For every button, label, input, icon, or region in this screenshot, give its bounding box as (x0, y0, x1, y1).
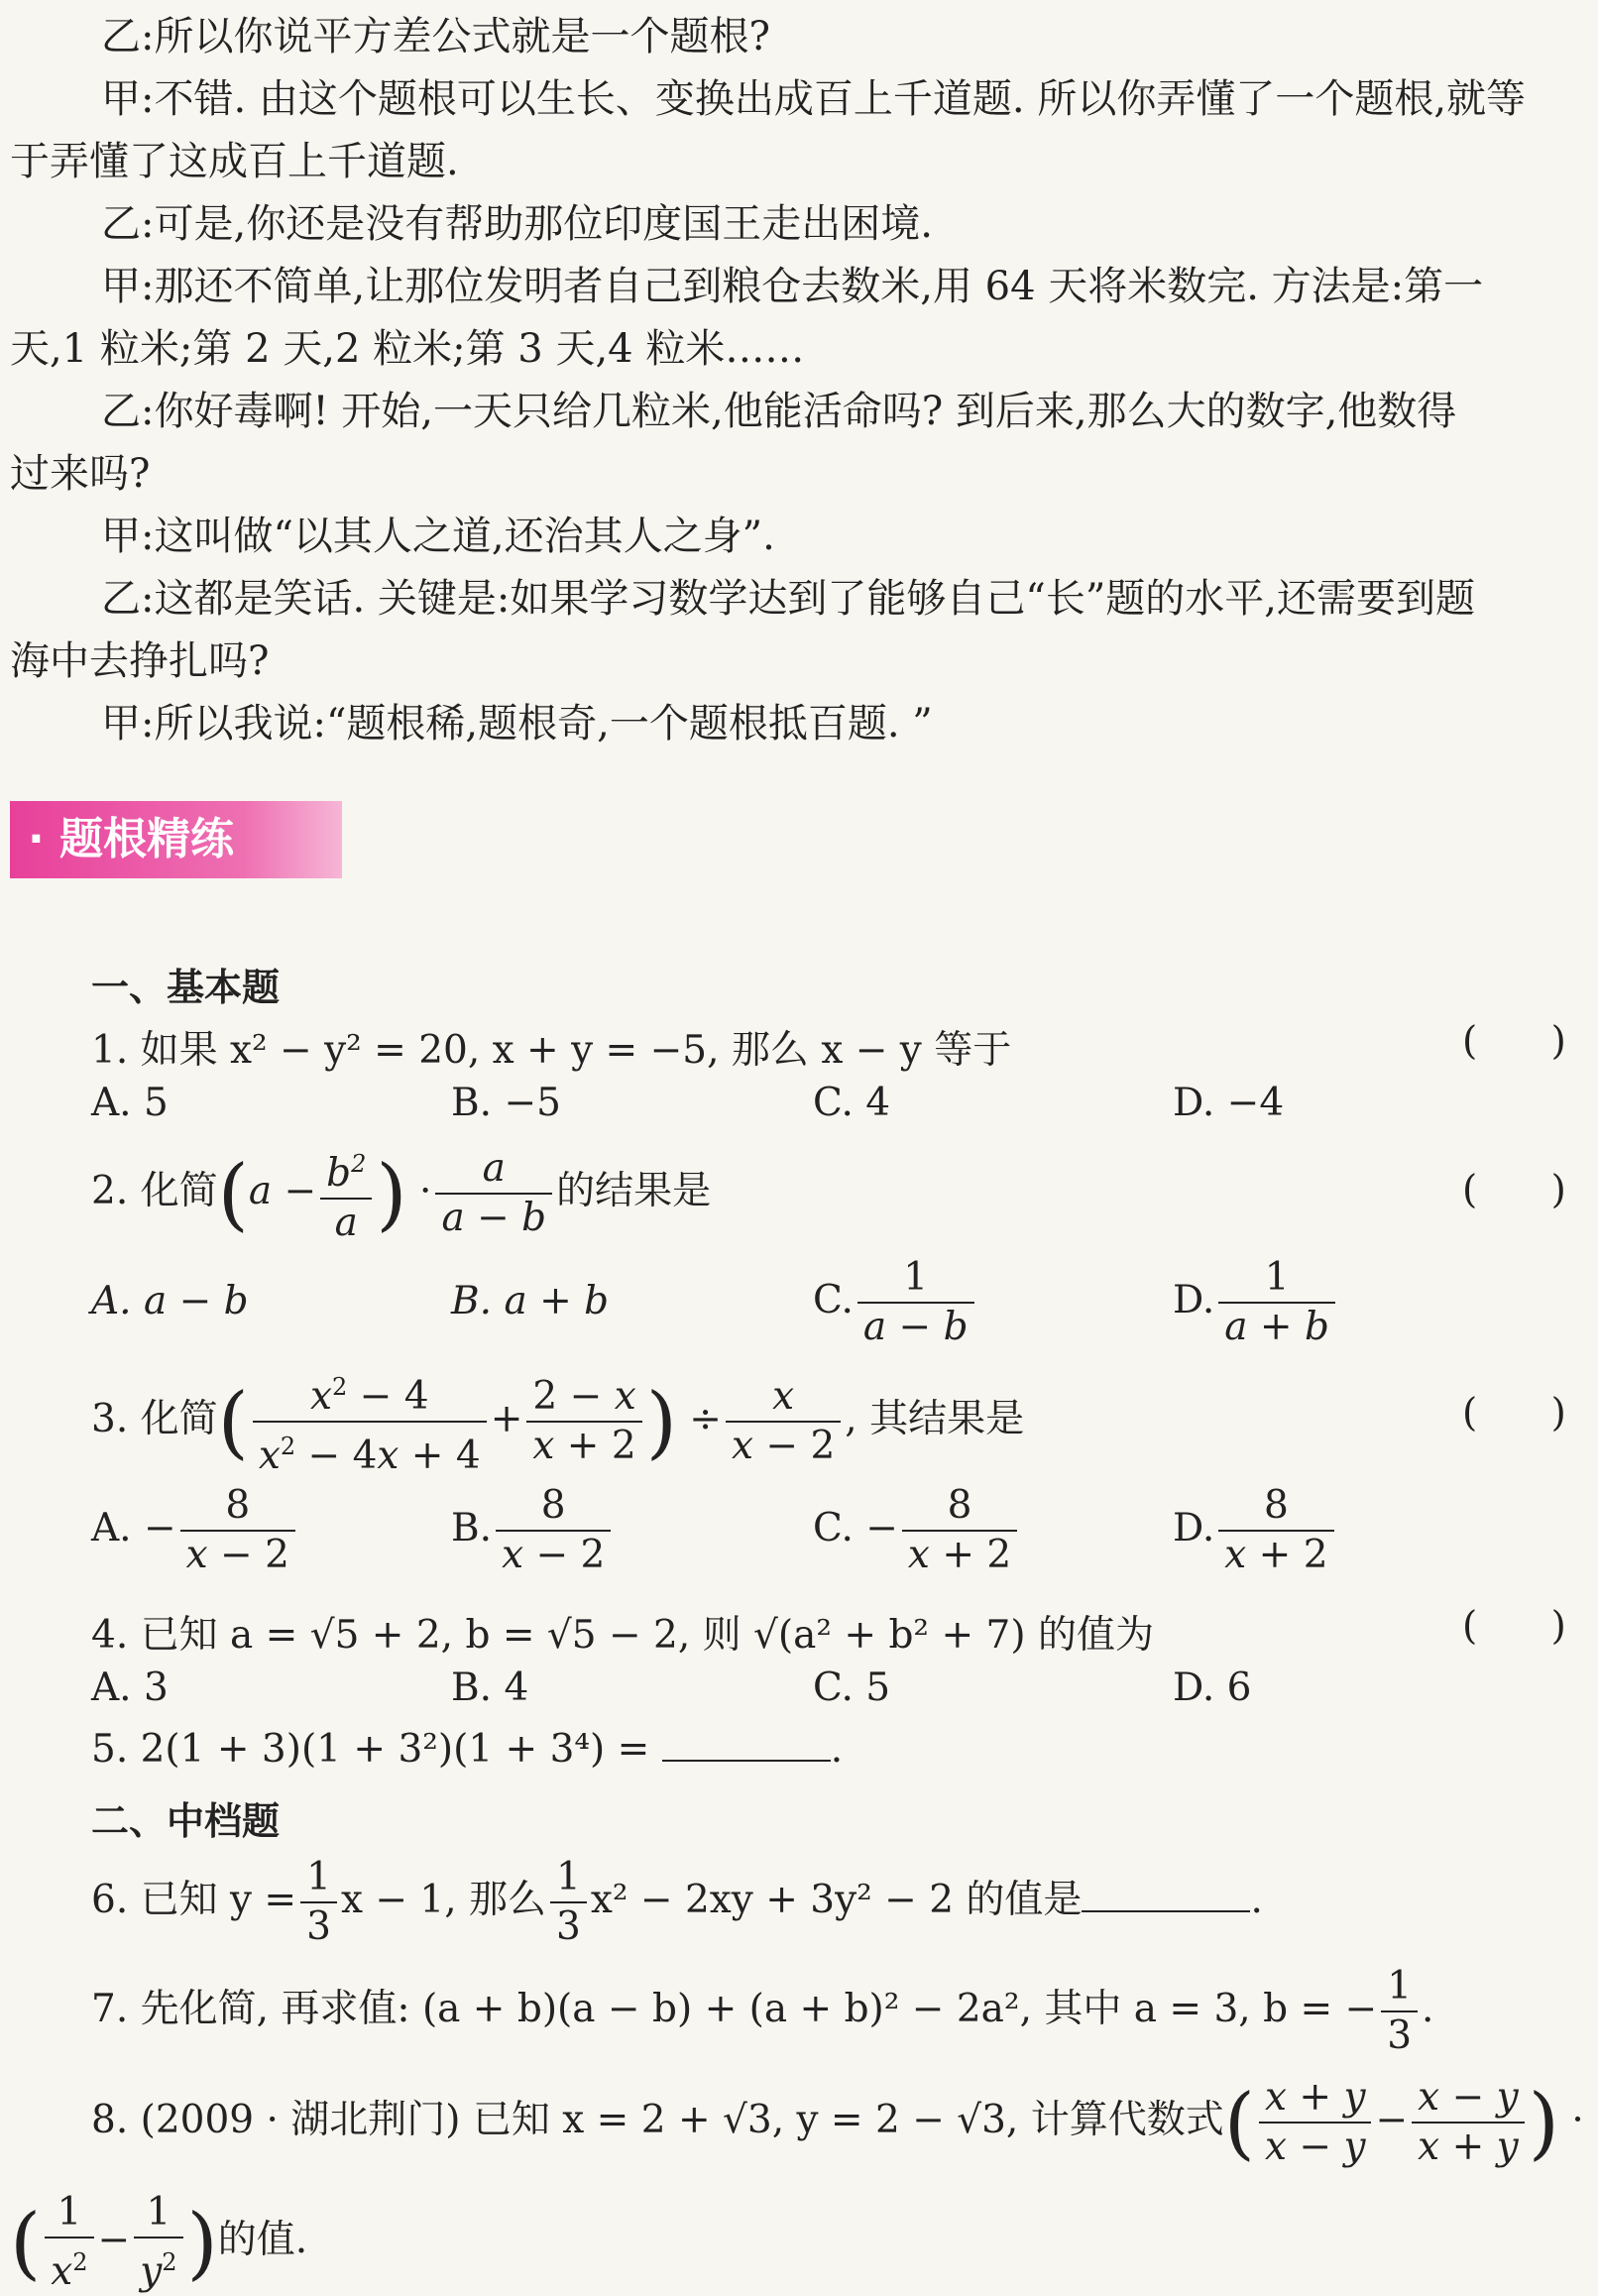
section-heading-basic: 一、基本题 (91, 966, 281, 1009)
question-8-suffix: 的值. (217, 2218, 308, 2262)
option-c: C. 5 (813, 1665, 891, 1710)
var-a: a (248, 1169, 273, 1213)
fraction: $\frac{x + y}{x - y}$ (1259, 2074, 1372, 2171)
option-c: C. 4 (813, 1081, 891, 1125)
paren-left: ( (217, 1147, 249, 1240)
question-7: 7. 先化简, 再求值: (a + b)(a − b) + (a + b)² − 2a², 其中 a = 3, b = − $\frac{1}{3}$ . (91, 1964, 1434, 2058)
dialogue-line: 于弄懂了这成百上千道题. (10, 139, 459, 184)
dialogue-line: 海中去挣扎吗? (10, 638, 270, 684)
dialogue-line: 甲:这叫做“以其人之道,还治其人之身”. (101, 514, 775, 559)
option-c: C. − $\frac{8}{x + 2}$ (813, 1482, 1021, 1579)
question-1: 1. 如果 x² − y² = 20, x + y = −5, 那么 x − y 等于 (91, 1028, 1012, 1073)
question-2-prefix: 2. 化简 (91, 1169, 218, 1213)
dialogue-line: 甲:所以我说:“题根稀,题根奇,一个题根抵百题. ” (101, 701, 933, 746)
option-d: D. 6 (1173, 1665, 1252, 1710)
fraction: $\frac{x - y}{x + y}$ (1412, 2074, 1525, 2171)
section-heading-medium: 二、中档题 (91, 1799, 281, 1843)
fraction: $\frac{a}{a - b}$ (435, 1145, 552, 1242)
fraction: $\frac{1}{x^2}$ (45, 2189, 93, 2296)
question-7-text: 7. 先化简, 再求值: (a + b)(a − b) + (a + b)² − 2a², 其中 a = 3, b = − (91, 1987, 1378, 2031)
question-5: 5. 2(1 + 3)(1 + 3²)(1 + 3⁴) = . (91, 1727, 844, 1772)
option-c-label: C. − (813, 1506, 898, 1550)
dialogue-line: 过来吗? (10, 451, 151, 497)
answer-blank[interactable] (662, 1730, 831, 1762)
question-5-text: 5. 2(1 + 3)(1 + 3²)(1 + 3⁴) = (91, 1727, 650, 1772)
question-3-suffix: , 其结果是 (845, 1397, 1025, 1441)
option-b-label: B. (451, 1506, 493, 1550)
option-d-label: D. (1173, 1506, 1215, 1550)
fraction: $\frac{1}{y^2}$ (134, 2189, 182, 2296)
fraction: $\frac{2 - x}{x + 2}$ (526, 1373, 641, 1470)
dialogue-line: 甲:那还不简单,让那位发明者自己到粮仓去数米,用 64 天将米数完. 方法是:第一 (101, 264, 1484, 309)
fraction: $\frac{1}{3}$ (550, 1854, 587, 1951)
paren-right: ) (376, 1147, 407, 1240)
option-a: A. 3 (91, 1665, 169, 1710)
option-a: A. − $\frac{8}{x - 2}$ (91, 1482, 299, 1579)
fraction: $\frac{b^2}{a}$ (320, 1140, 372, 1247)
option-a: A. a − b (91, 1279, 249, 1323)
answer-parentheses: ( ) (1462, 1019, 1566, 1064)
dialogue-line: 乙:所以你说平方差公式就是一个题根? (101, 14, 770, 59)
fraction: $\frac{x}{x - 2}$ (726, 1373, 841, 1470)
paren-left: ( (1223, 2076, 1255, 2169)
paren-left: ( (217, 1375, 249, 1468)
question-3-prefix: 3. 化简 (91, 1397, 218, 1441)
question-2-suffix: 的结果是 (556, 1169, 712, 1213)
option-a-label: A. − (91, 1506, 176, 1550)
option-c: C. $\frac{1}{a - b}$ (813, 1254, 978, 1351)
question-8-line-1: 8. (2009 · 湖北荆门) 已知 x = 2 + √3, y = 2 − √3, 计算代数式( $\frac{x + y}{x - y}$ − $\frac{x - y}{x + y}$ ) · (91, 2075, 1584, 2169)
option-c-label: C. (813, 1278, 854, 1322)
paren-right: ) (186, 2196, 218, 2289)
fraction: $\frac{1}{3}$ (1381, 1963, 1418, 2060)
dialogue-block (10, 6, 1588, 755)
dialogue-line: 乙:可是,你还是没有帮助那位印度国王走出困境. (101, 201, 933, 247)
option-d: D. $\frac{8}{x + 2}$ (1173, 1482, 1338, 1579)
option-d: D. −4 (1173, 1081, 1285, 1125)
question-8-line-2: ( $\frac{1}{x^2}$ − $\frac{1}{y^2}$ )的值. (10, 2190, 308, 2294)
section-tag: · 题根精练 (10, 801, 342, 878)
answer-blank[interactable] (1082, 1881, 1250, 1912)
question-2: 2. 化简(a − $\frac{b^2}{a}$ ) · $\frac{a}{a - b}$ 的结果是 (91, 1140, 711, 1247)
option-b: B. $\frac{8}{x - 2}$ (451, 1482, 615, 1579)
answer-parentheses: ( ) (1462, 1604, 1566, 1649)
dialogue-line: 甲:不错. 由这个题根可以生长、变换出成百上千道题. 所以你弄懂了一个题根,就等 (101, 76, 1527, 122)
question-6-mid1: x − 1, 那么 (340, 1878, 547, 1922)
question-4: 4. 已知 a = √5 + 2, b = √5 − 2, 则 √(a² + b² + 7) 的值为 (91, 1613, 1154, 1658)
option-b: B. −5 (451, 1081, 561, 1125)
option-d-label: D. (1173, 1278, 1215, 1322)
dialogue-line: 天,1 粒米;第 2 天,2 粒米;第 3 天,4 粒米…… (10, 326, 805, 372)
option-b: B. a + b (451, 1279, 610, 1323)
option-b: B. 4 (451, 1665, 529, 1710)
paren-right: ) (1528, 2076, 1559, 2169)
question-6-prefix: 6. 已知 y = (91, 1878, 297, 1922)
question-6-mid2: x² − 2xy + 3y² − 2 的值是 (590, 1878, 1083, 1922)
question-6: 6. 已知 y = $\frac{1}{3}$ x − 1, 那么 $\frac{1}{3}$ x² − 2xy + 3y² − 2 的值是 . (91, 1855, 1263, 1949)
dialogue-line: 乙:你好毒啊! 开始,一天只给几粒米,他能活命吗? 到后来,那么大的数字,他数得 (101, 389, 1457, 434)
answer-parentheses: ( ) (1462, 1168, 1566, 1212)
paren-left: ( (10, 2196, 42, 2289)
dialogue-line: 乙:这都是笑话. 关键是:如果学习数学达到了能够自己“长”题的水平,还需要到题 (101, 576, 1475, 622)
answer-parentheses: ( ) (1462, 1391, 1566, 1435)
option-d: D. $\frac{1}{a + b}$ (1173, 1254, 1339, 1351)
question-3: 3. 化简( $\frac{x^2 - 4}{x^2 - 4x + 4}$ + $\frac{2 - x}{x + 2}$ ) ÷ $\frac{x}{x - 2}$ , 其结果是 (91, 1363, 1024, 1480)
option-a: A. 5 (91, 1081, 169, 1125)
paren-right: ) (645, 1375, 677, 1468)
fraction: $\frac{x^2 - 4}{x^2 - 4x + 4}$ (253, 1363, 487, 1480)
fraction: $\frac{1}{3}$ (300, 1854, 337, 1951)
question-8-text: 8. (2009 · 湖北荆门) 已知 x = 2 + √3, y = 2 − √3, 计算代数式 (91, 2098, 1224, 2142)
